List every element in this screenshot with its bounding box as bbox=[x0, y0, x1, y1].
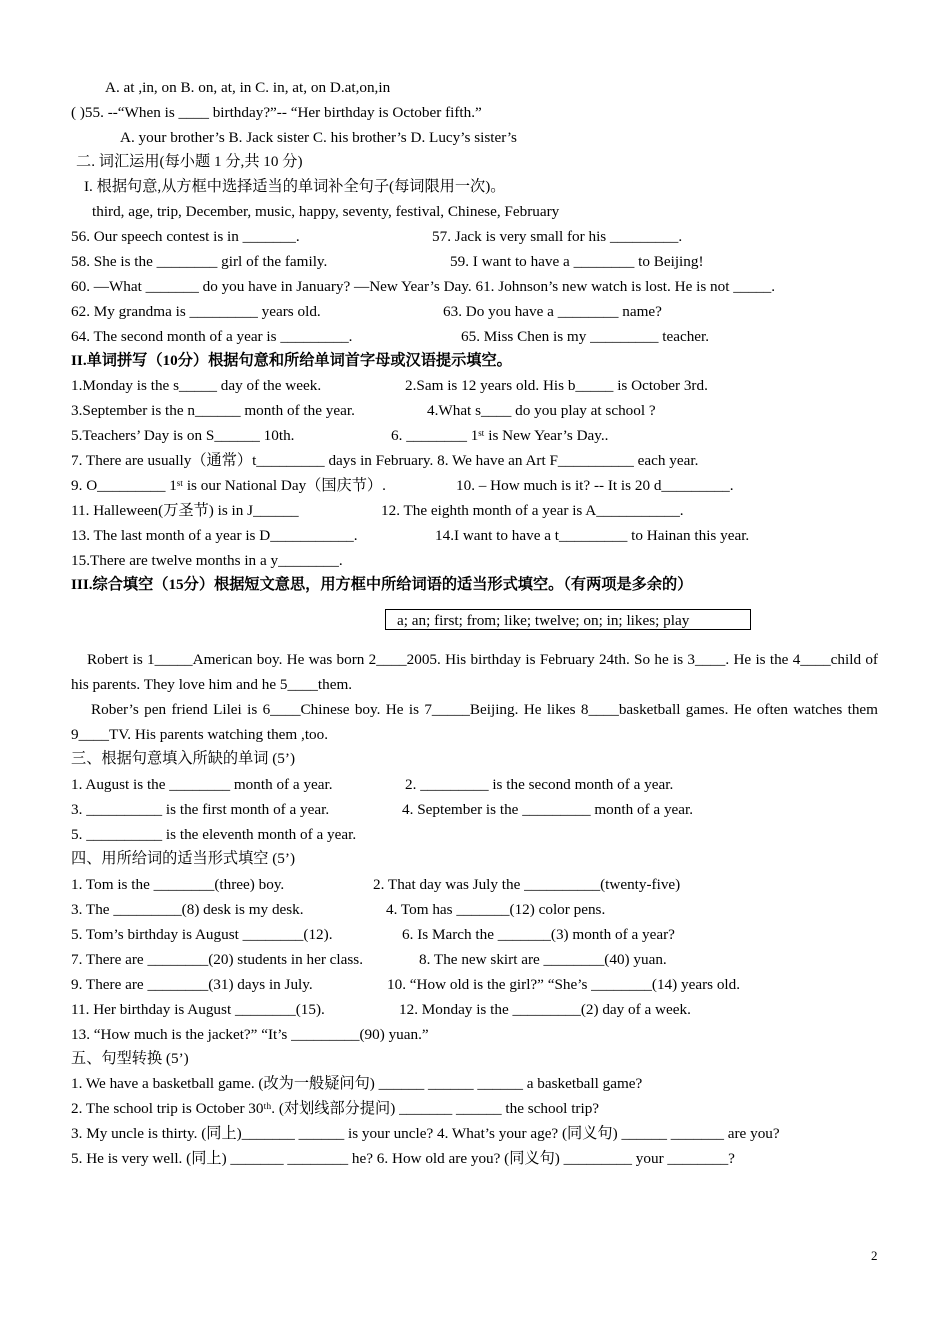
worksheet-line bbox=[71, 1025, 429, 1045]
line-text: 二. 词汇运用(每小题 1 分,共 10 分) bbox=[76, 153, 303, 170]
page-number: 2 bbox=[871, 1248, 878, 1263]
line-text: III.综合填空（15分）根据短文意思，用方框中所给词语的适当形式填空。（有两项是多余的） bbox=[71, 576, 693, 593]
worksheet-line bbox=[71, 749, 295, 769]
cloze-passage bbox=[71, 647, 878, 747]
line-text: 5. __________ is the eleventh month of a year. bbox=[71, 826, 357, 843]
line-text: 1.Monday is the s_____ day of the week. bbox=[71, 377, 322, 394]
line-text: 9. O_________ 1ˢᵗ is our National Day（国庆节）. bbox=[71, 477, 386, 494]
worksheet-line bbox=[71, 875, 680, 895]
passage-paragraph-2: Rober’s pen friend Lilei is 6____Chinese boy. He is 7_____Beijing. He likes 8____basketball games. He often watches them 9____TV. His parents watching them ,too. bbox=[71, 701, 878, 743]
line-text: I. 根据句意,从方框中选择适当的单词补全句子(每词限用一次)。 bbox=[84, 178, 506, 195]
worksheet-line bbox=[71, 302, 662, 322]
line-text: 4.What s____ do you play at school ? bbox=[427, 402, 656, 419]
worksheet-line bbox=[71, 900, 605, 920]
worksheet-line bbox=[71, 1000, 691, 1020]
worksheet-line bbox=[71, 376, 708, 396]
line-text: 7. There are ________(20) students in her class. bbox=[71, 951, 364, 968]
worksheet-line bbox=[71, 401, 656, 421]
line-text: 15.There are twelve months in a y________. bbox=[71, 552, 343, 569]
worksheet-line bbox=[71, 351, 512, 371]
line-text: 5. Tom’s birthday is August ________(12). bbox=[71, 926, 333, 943]
worksheet-line bbox=[71, 551, 343, 571]
worksheet-line bbox=[76, 152, 303, 172]
line-text: 4. Tom has _______(12) color pens. bbox=[386, 901, 606, 918]
worksheet-line bbox=[71, 501, 684, 521]
worksheet-line bbox=[71, 800, 693, 820]
line-text: 64. The second month of a year is _________. bbox=[71, 328, 353, 345]
worksheet-line bbox=[71, 825, 356, 845]
line-text: 6. ________ 1ˢᵗ is New Year’s Day.. bbox=[391, 427, 609, 444]
line-text: 58. She is the ________ girl of the family. bbox=[71, 253, 328, 270]
line-text: 10. “How old is the girl?” “She’s ________(14) years old. bbox=[387, 976, 741, 993]
line-text: 四、用所给词的适当形式填空 (5’) bbox=[71, 850, 296, 867]
line-text: 12. Monday is the _________(2) day of a week. bbox=[399, 1001, 691, 1018]
line-text: 10. – How much is it? -- It is 20 d_________. bbox=[456, 477, 734, 494]
line-text: 2. That day was July the __________(twenty-five) bbox=[373, 876, 681, 893]
worksheet-line bbox=[71, 451, 698, 471]
worksheet-line bbox=[71, 975, 740, 995]
worksheet-line bbox=[71, 426, 608, 446]
line-text: third, age, trip, December, music, happy, seventy, festival, Chinese, February bbox=[92, 203, 560, 220]
worksheet-line bbox=[71, 227, 682, 247]
line-text: 3. The _________(8) desk is my desk. bbox=[71, 901, 304, 918]
line-text: 6. Is March the _______(3) month of a year? bbox=[402, 926, 675, 943]
worksheet-line bbox=[105, 78, 390, 98]
line-text: 1. August is the ________ month of a year. bbox=[71, 776, 333, 793]
worksheet-line bbox=[71, 1124, 780, 1144]
worksheet-line bbox=[71, 575, 692, 595]
line-text: 57. Jack is very small for his _________. bbox=[432, 228, 683, 245]
line-text: 11. Her birthday is August ________(15). bbox=[71, 1001, 325, 1018]
line-text: 8. The new skirt are ________(40) yuan. bbox=[419, 951, 667, 968]
line-text: 13. The last month of a year is D___________. bbox=[71, 527, 358, 544]
worksheet-line bbox=[71, 476, 734, 496]
worksheet-line bbox=[92, 202, 559, 222]
line-text: 五、句型转换 (5’) bbox=[71, 1050, 189, 1067]
line-text: 4. September is the _________ month of a year. bbox=[402, 801, 694, 818]
line-text: 9. There are ________(31) days in July. bbox=[71, 976, 313, 993]
line-text: II.单词拼写（10分）根据句意和所给单词首字母或汉语提示填空。 bbox=[71, 352, 512, 369]
line-text: 12. The eighth month of a year is A___________. bbox=[381, 502, 684, 519]
word-bank-box: a; an; first; from; like; twelve; on; in; likes; play bbox=[385, 609, 751, 630]
line-text: 5.Teachers’ Day is on S______ 10th. bbox=[71, 427, 295, 444]
worksheet-line bbox=[71, 103, 482, 123]
passage-paragraph-1: Robert is 1_____American boy. He was born 2____2005. His birthday is February 24th. So he is 3____. He is the 4____child of his parents. They love him and he 5____them. bbox=[71, 651, 878, 693]
worksheet-line bbox=[71, 327, 709, 347]
line-text: 7. There are usually（通常）t_________ days in February. 8. We have an Art F__________ each year. bbox=[71, 452, 699, 469]
line-text: 2.Sam is 12 years old. His b_____ is October 3rd. bbox=[405, 377, 708, 394]
worksheet-line bbox=[71, 1099, 599, 1119]
line-text: A. your brother’s B. Jack sister C. his brother’s D. Lucy’s sister’s bbox=[120, 129, 517, 146]
line-text: 2. The school trip is October 30ᵗʰ. (对划线部分提问) _______ ______ the school trip? bbox=[71, 1100, 600, 1117]
worksheet-line bbox=[71, 526, 749, 546]
line-text: 11. Halleween(万圣节) is in J______ bbox=[71, 502, 299, 519]
worksheet-line bbox=[71, 849, 295, 869]
line-text: 2. _________ is the second month of a year. bbox=[405, 776, 674, 793]
worksheet-line bbox=[71, 925, 675, 945]
worksheet-line bbox=[71, 1074, 642, 1094]
line-text: 59. I want to have a ________ to Beijing! bbox=[450, 253, 704, 270]
line-text: 5. He is very well. (同上) _______ ________ he? 6. How old are you? (同义句) _________ your ________? bbox=[71, 1150, 735, 1167]
worksheet-line bbox=[71, 775, 673, 795]
line-text: 60. —What _______ do you have in January? —New Year’s Day. 61. Johnson’s new watch is lost. He is not _____. bbox=[71, 278, 776, 295]
line-text: 1. We have a basketball game. (改为一般疑问句) ______ ______ ______ a basketball game? bbox=[71, 1075, 643, 1092]
line-text: 3. My uncle is thirty. (同上)_______ ______ is your uncle? 4. What’s your age? (同义句) ______ _______ are you? bbox=[71, 1125, 780, 1142]
line-text: 56. Our speech contest is in _______. bbox=[71, 228, 300, 245]
line-text: A. at ,in, on B. on, at, in C. in, at, on D.at,on,in bbox=[105, 79, 391, 96]
worksheet-line bbox=[71, 252, 704, 272]
line-text: ( )55. --“When is ____ birthday?”-- “Her birthday is October fifth.” bbox=[71, 104, 482, 121]
line-text: 14.I want to have a t_________ to Hainan this year. bbox=[435, 527, 750, 544]
worksheet-line bbox=[71, 277, 775, 297]
line-text: 三、根据句意填入所缺的单词 (5’) bbox=[71, 750, 296, 767]
line-text: 62. My grandma is _________ years old. bbox=[71, 303, 321, 320]
line-text: 3.September is the n______ month of the year. bbox=[71, 402, 355, 419]
worksheet-line bbox=[120, 128, 517, 148]
worksheet-line bbox=[71, 950, 667, 970]
worksheet-line bbox=[84, 177, 505, 197]
line-text: 65. Miss Chen is my _________ teacher. bbox=[461, 328, 710, 345]
worksheet-line bbox=[71, 1149, 735, 1169]
worksheet-line bbox=[71, 1049, 189, 1069]
line-text: 1. Tom is the ________(three) boy. bbox=[71, 876, 285, 893]
line-text: 63. Do you have a ________ name? bbox=[443, 303, 662, 320]
line-text: 3. __________ is the first month of a year. bbox=[71, 801, 330, 818]
line-text: 13. “How much is the jacket?” “It’s _________(90) yuan.” bbox=[71, 1026, 429, 1043]
